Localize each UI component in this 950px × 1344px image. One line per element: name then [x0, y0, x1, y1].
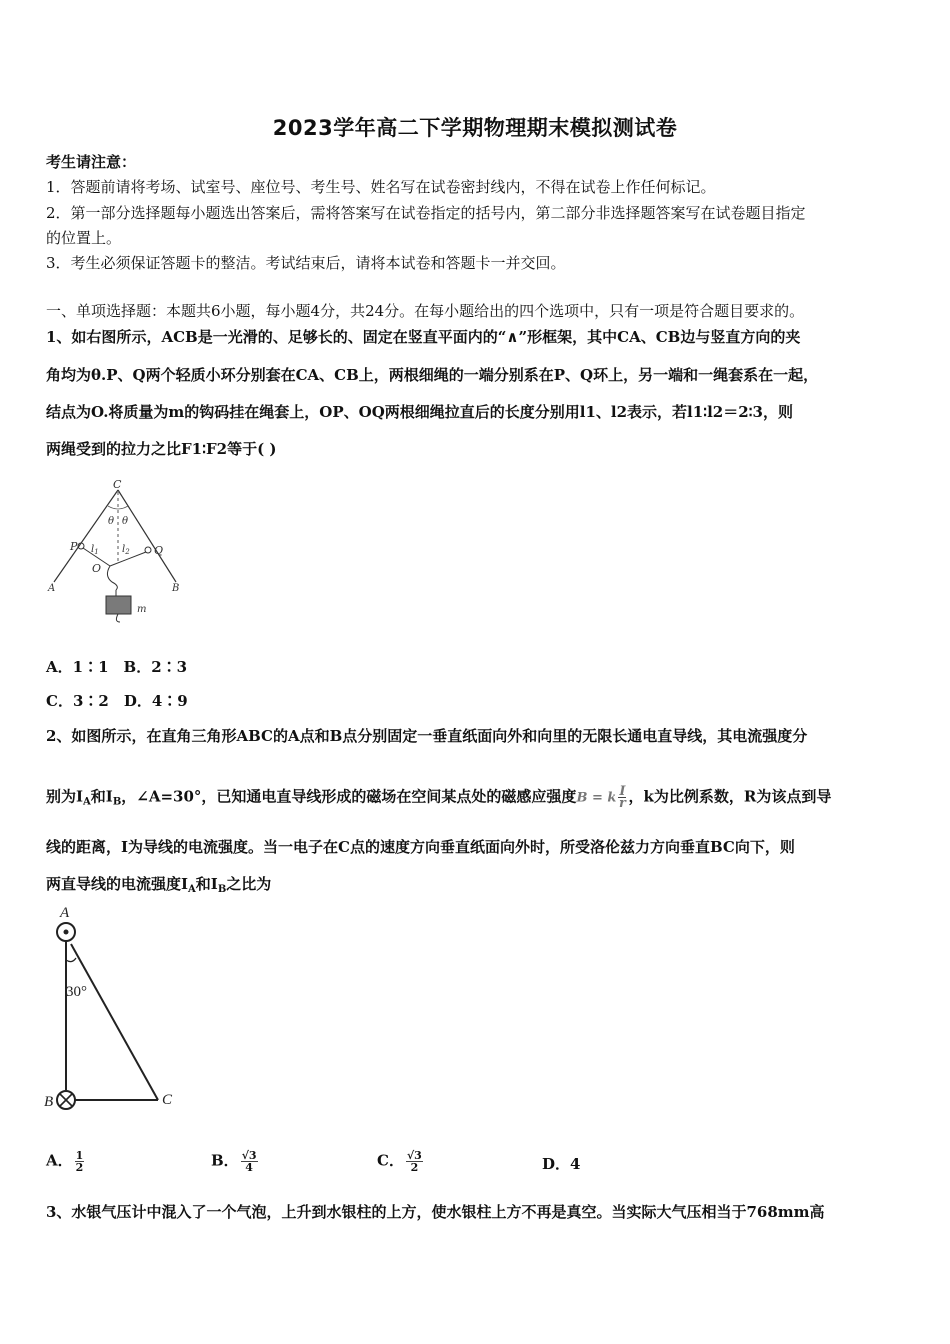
fig2-label-B: B: [44, 1094, 54, 1110]
notice-item-2: 2．第一部分选择题每小题选出答案后，需将答案写在试卷指定的括号内，第二部分非选择题答案写在试卷题目指定: [46, 204, 806, 222]
q2-line-4-b: 和I: [195, 875, 218, 893]
fig2-angle-label: 30°: [66, 984, 87, 1000]
svg-text:l2: [122, 544, 130, 556]
notice-item-2-cont: 的位置上。: [46, 229, 122, 247]
q1-line-4: 两绳受到的拉力之比F1∶F2等于( ): [46, 440, 277, 458]
q1-line-2: 角均为θ.P、Q两个轻质小环分别套在CA、CB上，两根细绳的一端分别系在P、Q环上，另一端和一绳套系在一起，: [46, 366, 819, 384]
notice-heading: 考生请注意：: [46, 153, 137, 171]
fig1-label-O: O: [92, 562, 102, 575]
q2-line-4: [46, 874, 271, 900]
fig1-label-A: A: [48, 583, 56, 594]
q2-option-d-label: D．: [542, 1155, 571, 1173]
fig1-label-C: C: [113, 478, 122, 491]
fig1-label-B: B: [172, 583, 180, 594]
fig1-theta-right: θ: [122, 516, 129, 527]
q2-line-2-c: ，∠A=30°，已知通电直导线形成的磁场在空间某点处的磁感应强度: [121, 787, 577, 806]
q2-formula-frac: [618, 786, 626, 809]
q2-option-a-den: 2: [75, 1161, 84, 1174]
q1-line-1: 1、如右图所示，ACB是一光滑的、足够长的、固定在竖直平面内的“∧”形框架，其中CA、CB边与竖直方向的夹: [46, 328, 801, 346]
q2-line-3: 线的距离，I为导线的电流强度。当一电子在C点的速度方向垂直纸面向外时，所受洛伦兹力方向垂直BC向下，则: [46, 838, 795, 856]
q2-sub-a: A: [83, 796, 91, 808]
page-title: 2023学年高二下学期物理期末模拟测试卷: [272, 116, 678, 140]
fig1-label-l1-sub: 1: [94, 548, 99, 556]
q2-line-4-sub-b: B: [217, 884, 227, 895]
q2-triangle-figure: [40, 902, 190, 1112]
svg-text:l1: [91, 544, 99, 556]
q2-option-c-frac: [406, 1150, 423, 1173]
q1-options-row1: A．1∶1 B．2∶3: [46, 658, 188, 676]
q2-option-d: [542, 1154, 580, 1174]
q3-line-1: 3、水银气压计中混入了一个气泡，上升到水银柱的上方，使水银柱上方不再是真空。当实际大气压相当于768mm高: [46, 1203, 825, 1221]
q1-options-row2: C．3∶2 D．4∶9: [46, 692, 188, 710]
fig2-label-A: A: [60, 905, 70, 921]
q2-formula-lhs: B = k: [576, 790, 617, 806]
fig1-label-m: m: [137, 604, 147, 615]
section-heading: 一、单项选择题：本题共6小题，每小题4分，共24分。在每小题给出的四个选项中，只有一项是符合题目要求的。: [46, 302, 805, 320]
q2-option-b-label: B．: [211, 1151, 239, 1170]
q2-formula-den: r: [619, 796, 626, 811]
q1-line-3: 结点为O.将质量为m的钩码挂在绳套上，OP、OQ两根细绳拉直后的长度分别用l1、l2表示，若l1∶l2＝2∶3，则: [46, 403, 793, 421]
q2-option-a-frac: [75, 1150, 85, 1173]
q2-line-2-b: 和I: [90, 787, 113, 806]
q2-option-a-num: 1: [75, 1149, 84, 1162]
q2-sub-b: B: [112, 796, 122, 808]
q2-formula-num: I: [619, 784, 626, 799]
fig1-label-l1: l: [91, 544, 95, 555]
q2-option-b: [211, 1150, 260, 1173]
fig1-theta-left: θ: [108, 516, 115, 527]
q2-line-2-d: ，k为比例系数，R为该点到导: [628, 787, 832, 806]
q2-line-4-sub-a: A: [188, 884, 196, 895]
q2-option-a-label: A．: [46, 1151, 73, 1170]
fig1-label-l2: l: [122, 544, 126, 555]
notice-item-3: 3．考生必须保证答题卡的整洁。考试结束后，请将本试卷和答题卡一并交回。: [46, 254, 566, 272]
fig2-label-C: C: [162, 1092, 173, 1108]
fig1-label-l2-sub: 2: [125, 548, 130, 556]
fig1-label-Q: Q: [154, 544, 164, 557]
q2-option-a: [46, 1150, 86, 1173]
q2-line-2-a: 别为I: [46, 787, 84, 806]
q2-option-d-value: 4: [570, 1155, 581, 1173]
q2-option-b-num: √3: [241, 1149, 257, 1162]
q2-option-c: [377, 1150, 425, 1173]
q2-option-b-frac: [241, 1150, 258, 1173]
notice-item-1: 1．答题前请将考场、试室号、座位号、考生号、姓名写在试卷密封线内，不得在试卷上作任何标记。: [46, 178, 716, 196]
q2-line-1: 2、如图所示，在直角三角形ABC的A点和B点分别固定一垂直纸面向外和向里的无限长通电直导线，其电流强度分: [46, 727, 808, 745]
q2-option-c-num: √3: [406, 1149, 422, 1162]
q2-line-4-c: 之比为: [226, 875, 272, 893]
q2-option-c-den: 2: [410, 1161, 419, 1174]
fig1-label-P: P: [70, 540, 78, 553]
q2-line-2: [46, 786, 831, 813]
q1-frame-figure: [44, 478, 194, 628]
q2-line-4-a: 两直导线的电流强度I: [46, 875, 189, 893]
q2-option-b-den: 4: [245, 1161, 253, 1174]
q2-option-c-label: C．: [377, 1151, 404, 1170]
